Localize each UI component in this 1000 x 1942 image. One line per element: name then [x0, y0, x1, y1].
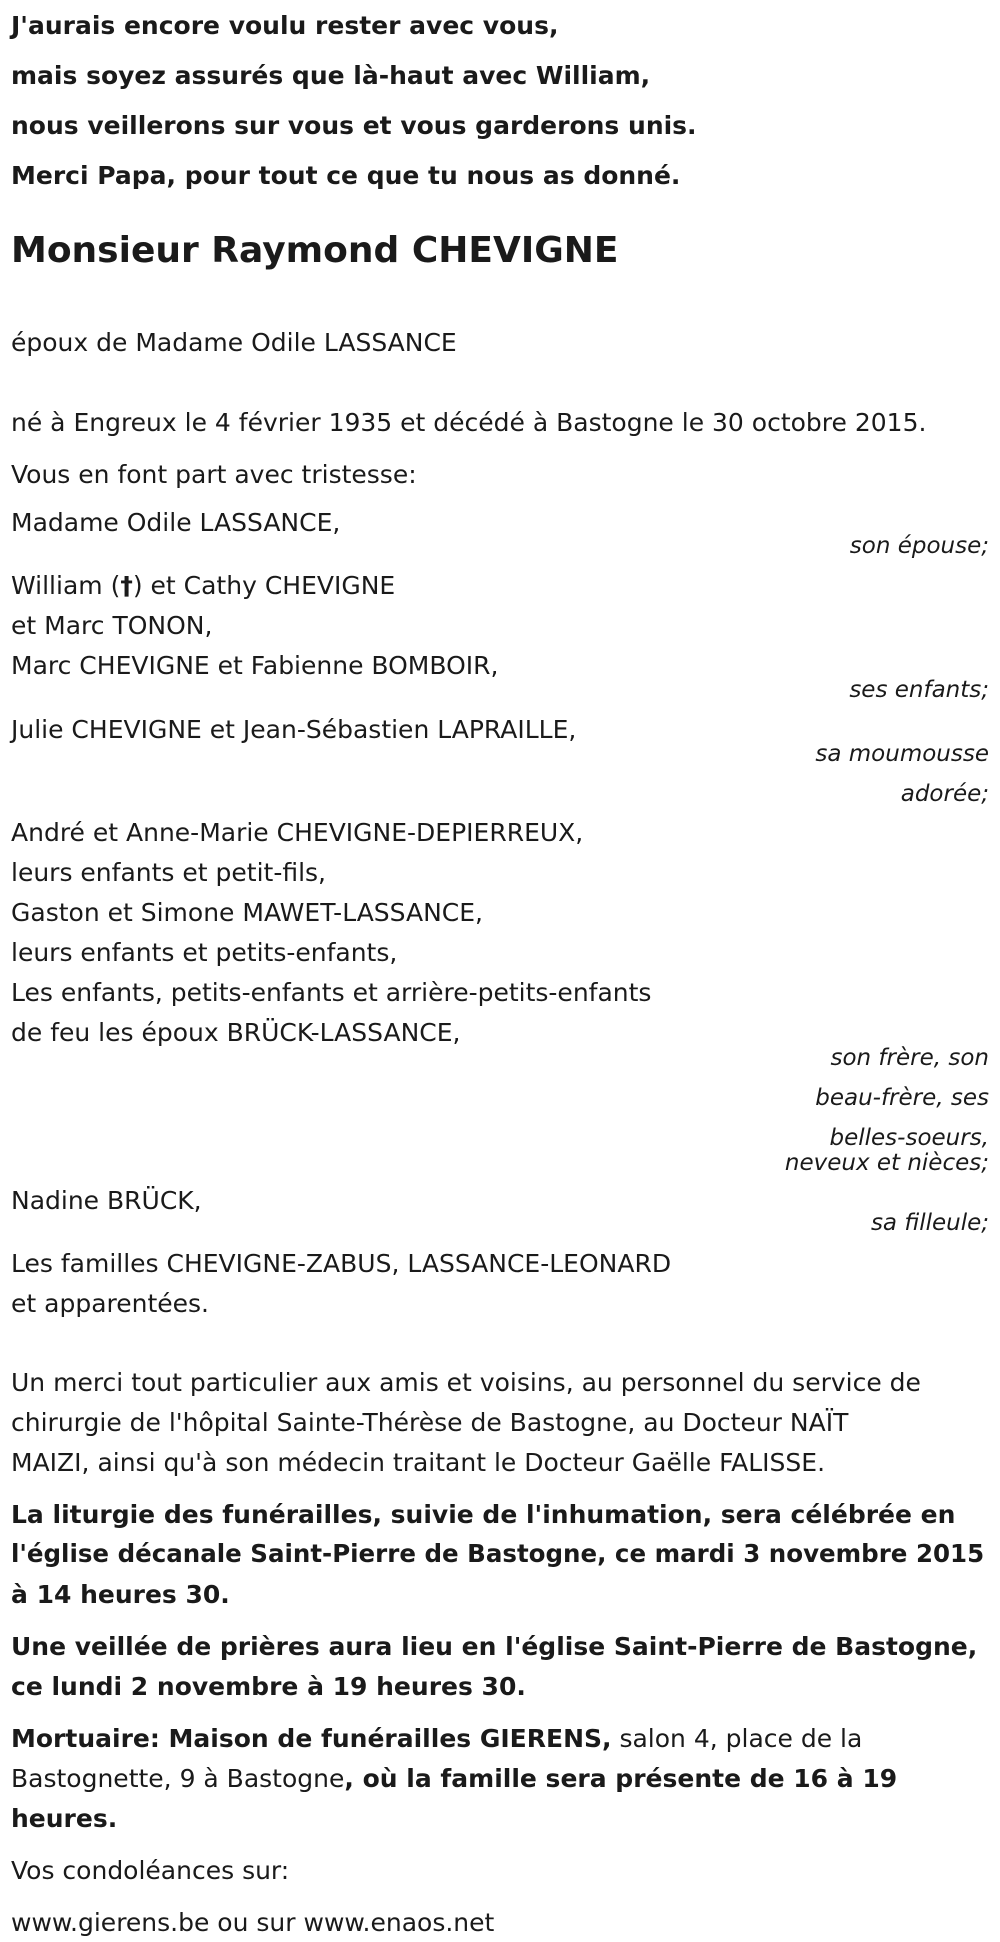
family-children-line — [11, 573, 395, 598]
role-children: ses enfants; — [849, 677, 989, 703]
family-siblings-line: André et Anne-Marie CHEVIGNE-DEPIERREUX, — [11, 818, 584, 847]
family-siblings-line: Gaston et Simone MAWET-LASSANCE, — [11, 898, 483, 927]
dates-line: né à Engreux le 4 février 1935 et décédé à Bastogne le 30 octobre 2015. — [11, 408, 927, 437]
children-text: William ( — [11, 571, 121, 600]
condolences-sites: www.gierens.be ou sur www.enaos.net — [11, 1908, 495, 1937]
family-siblings-line: Les enfants, petits-enfants et arrière-petits-enfants — [11, 978, 652, 1007]
thanks-line: MAIZI, ainsi qu'à son médecin traitant le Docteur Gaëlle FALISSE. — [11, 1448, 826, 1477]
role-goddaughter: sa filleule; — [870, 1210, 989, 1236]
family-siblings-line: de feu les époux BRÜCK-LASSANCE, — [11, 1018, 461, 1047]
cross-icon: † — [120, 571, 133, 600]
family-goddaughter: Nadine BRÜCK, — [11, 1186, 202, 1215]
funeral-line: à 14 heures 30. — [11, 1580, 230, 1609]
intro-line: Merci Papa, pour tout ce que tu nous as donné. — [11, 161, 681, 190]
deceased-name: Monsieur Raymond CHEVIGNE — [11, 230, 619, 271]
mortuary-address: salon 4, place de la — [611, 1724, 863, 1753]
intro-line: J'aurais encore voulu rester avec vous, — [11, 11, 559, 40]
vigil-line: ce lundi 2 novembre à 19 heures 30. — [11, 1672, 526, 1701]
children-text: ) et Cathy CHEVIGNE — [132, 571, 396, 600]
role-grandchild: sa moumousse — [815, 741, 989, 767]
funeral-line: La liturgie des funérailles, suivie de l'inhumation, sera célébrée en — [11, 1500, 956, 1529]
role-grandchild: adorée; — [900, 781, 989, 807]
funeral-line: l'église décanale Saint-Pierre de Bastogne, ce mardi 3 novembre 2015 — [11, 1539, 985, 1568]
role-spouse: son épouse; — [849, 533, 989, 559]
mortuary-line: heures. — [11, 1804, 118, 1833]
mortuary-label: Mortuaire: Maison de funérailles GIERENS, — [11, 1724, 612, 1753]
vigil-line: Une veillée de prières aura lieu en l'église Saint-Pierre de Bastogne, — [11, 1632, 978, 1661]
announcement-line: Vous en font part avec tristesse: — [11, 460, 417, 489]
family-grandchild: Julie CHEVIGNE et Jean-Sébastien LAPRAILLE, — [11, 715, 577, 744]
mortuary-line — [11, 1726, 862, 1751]
family-related: et apparentées. — [11, 1289, 209, 1318]
mortuary-presence: , où la famille sera présente de 16 à 19 — [344, 1764, 898, 1793]
family-children-line: Marc CHEVIGNE et Fabienne BOMBOIR, — [11, 651, 499, 680]
role-siblings: belles-soeurs, — [829, 1125, 989, 1151]
family-siblings-line: leurs enfants et petits-enfants, — [11, 938, 398, 967]
intro-line: mais soyez assurés que là-haut avec William, — [11, 61, 651, 90]
intro-line: nous veillerons sur vous et vous garderons unis. — [11, 111, 697, 140]
mortuary-address: Bastognette, 9 à Bastogne — [11, 1764, 345, 1793]
thanks-line: Un merci tout particulier aux amis et voisins, au personnel du service de — [11, 1368, 921, 1397]
family-related: Les familles CHEVIGNE-ZABUS, LASSANCE-LEONARD — [11, 1249, 672, 1278]
condolences-label: Vos condoléances sur: — [11, 1856, 290, 1885]
family-children-line: et Marc TONON, — [11, 611, 213, 640]
family-siblings-line: leurs enfants et petit-fils, — [11, 858, 327, 887]
role-siblings: son frère, son — [830, 1045, 989, 1071]
role-siblings: beau-frère, ses — [815, 1085, 989, 1111]
spouse-line: époux de Madame Odile LASSANCE — [11, 328, 457, 357]
family-spouse: Madame Odile LASSANCE, — [11, 508, 341, 537]
thanks-line: chirurgie de l'hôpital Sainte-Thérèse de Bastogne, au Docteur NAÏT — [11, 1408, 849, 1437]
mortuary-line — [11, 1766, 897, 1791]
role-siblings: neveux et nièces; — [784, 1150, 989, 1176]
